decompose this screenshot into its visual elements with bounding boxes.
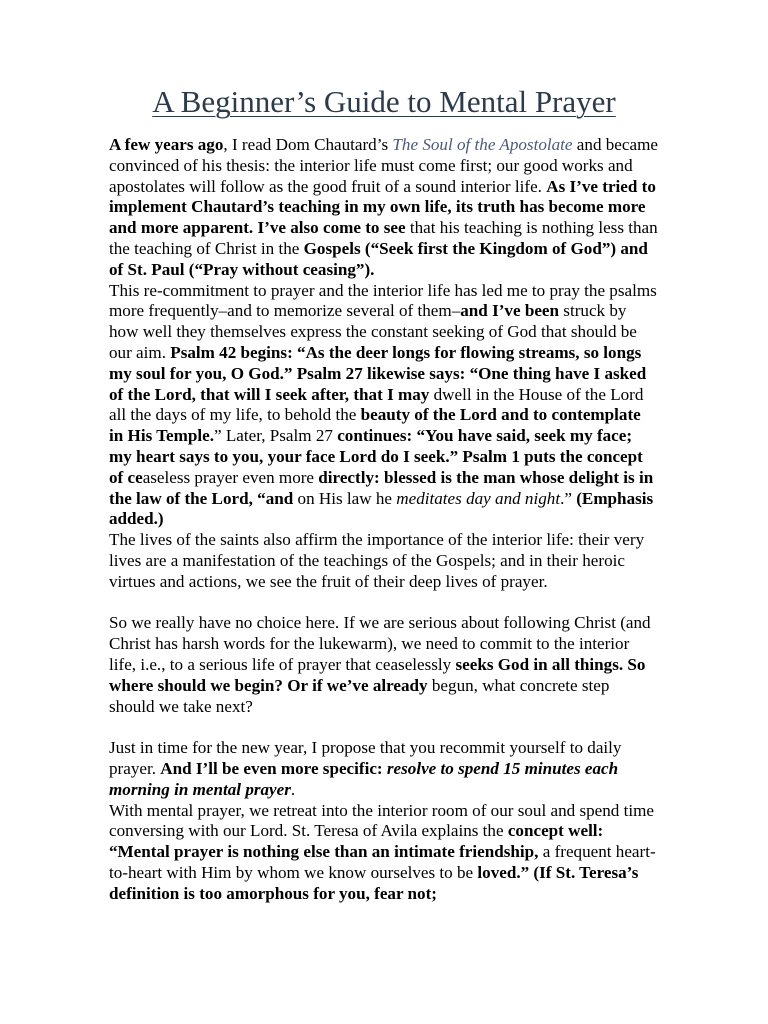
article-body <box>109 135 659 904</box>
text-run: .” <box>560 488 577 508</box>
book-title-link[interactable]: The Soul of the Apostolate <box>392 135 573 154</box>
text-run: So we really have no choice here. If we are serious about following Christ (and Christ has harsh words for the lukewarm), we need to commit to the interior life, i.e., to a serious life of prayer that ceaselessly <box>109 613 651 674</box>
text-run: ” Later, Psalm 27 <box>213 426 338 446</box>
text-run: struck by how well they themselves express the constant seeking of God that should be our aim. <box>109 301 637 362</box>
text-run: directly: blessed is the man whose delight is in the law of the Lord, “ <box>109 467 654 508</box>
text-run: Just in time for the new year, I propose that you recommit yourself to daily prayer. <box>109 738 622 778</box>
text-run: that his teaching is nothing less than the teaching of Christ in the <box>109 218 658 258</box>
text-run: This re-commitment to prayer and the interior life has led me to pray the psalms more frequently–and to memorize several of them– <box>109 280 657 321</box>
text-run: and I’ve been <box>460 301 560 321</box>
paragraph-saints: The lives of the saints also affirm the importance of the interior life: their very lives are a manifestation of the teachings of the Gospels; and in their heroic virtues and actions, we see the fruit of their deep lives of prayer. <box>109 530 645 591</box>
text-run: and <box>265 488 294 508</box>
text-run: a frequent heart-to-heart with Him by whom we know ourselves to be <box>109 842 656 882</box>
text-run: concept well: “Mental prayer is nothing else than an intimate friendship, <box>109 821 604 862</box>
text-run: Gospels (“Seek first the Kingdom of God”) and of St. Paul (“Pray without ceasing”). <box>109 238 648 279</box>
paragraph-mental-prayer <box>109 801 659 905</box>
text-run: As I’ve tried to implement Chautard’s teaching in my own life, its truth has become more and more apparent. I’ve also come to see <box>109 176 656 238</box>
text-run: aseless prayer even more <box>142 467 319 487</box>
text-run: on His law he <box>293 488 397 508</box>
text-run: , I read Dom Chautard’s <box>223 135 393 154</box>
text-run: begun, what concrete step should we take next? <box>109 675 610 716</box>
text-run: Psalm 42 begins: “As the deer longs for flowing streams, so longs my soul for you, O God.” Psalm 27 likewise says: “One thing have I asked of the Lord, that will I seek after, that I may <box>109 342 647 404</box>
text-run: and became convinced of his thesis: the interior life must come first; our good works and apostolates will follow as the good fruit of a sound interior life. <box>109 135 658 196</box>
page-title: A Beginner’s Guide to Mental Prayer <box>152 84 616 119</box>
text-run: continues: “You have said, seek my face; my heart says to you, your face Lord do I seek.” Psalm 1 puts the concept of ce <box>109 426 643 487</box>
text-run: seeks God in all things. So where should we begin? Or if we’ve already <box>109 654 646 695</box>
text-run: resolve to spend 15 minutes each morning in mental prayer <box>109 758 619 799</box>
paragraph-choice <box>109 613 659 717</box>
text-run: dwell in the House of the Lord all the days of my life, to behold the <box>109 384 644 425</box>
text-run: (Emphasis added.) <box>109 488 654 529</box>
text-run: loved.” (If St. Teresa’s definition is too amorphous for you, fear not; <box>109 862 639 903</box>
text-run: And I’ll be even more specific: <box>160 758 387 778</box>
text-run: meditates day and night <box>396 488 561 508</box>
text-run: With mental prayer, we retreat into the interior room of our soul and spend time conversing with our Lord. St. Teresa of Avila explains the <box>109 800 654 841</box>
text-run: beauty of the Lord and to contemplate in His Temple. <box>109 405 641 446</box>
text-run: . <box>290 779 296 799</box>
paragraph-intro <box>109 135 659 281</box>
paragraph-resolution <box>109 738 659 800</box>
paragraph-psalms <box>109 281 659 531</box>
text-run: A few years ago <box>109 135 224 154</box>
